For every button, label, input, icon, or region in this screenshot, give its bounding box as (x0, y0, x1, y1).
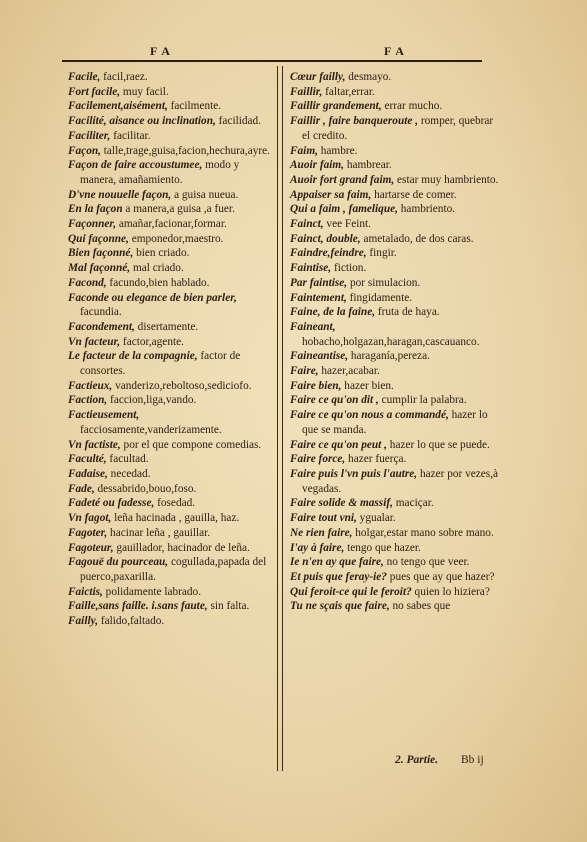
entry-headword: Faire force, (290, 453, 346, 466)
entry-definition: facciosamente,vanderizamente. (80, 423, 222, 436)
entry-headword: Facond, (68, 276, 107, 289)
column-divider (282, 66, 283, 771)
dictionary-entry (68, 379, 272, 394)
dictionary-entry (290, 393, 500, 408)
entry-headword: Auoir faim, (290, 159, 344, 172)
entry-definition: talle,trage,guisa,facion,hechura,ayre. (100, 144, 271, 157)
entry-definition: fosedad. (154, 497, 196, 510)
entry-definition: no tengo que veer. (383, 556, 470, 569)
running-head-left: F A (150, 44, 171, 58)
dictionary-entry (68, 202, 272, 217)
dictionary-entry (68, 511, 272, 526)
entry-definition: facultad. (106, 453, 149, 466)
entry-definition: fingidamente. (346, 291, 413, 304)
entry-definition: polidamente labrado. (102, 585, 202, 598)
dictionary-entry (290, 320, 500, 349)
entry-headword: Fadaise, (68, 467, 108, 480)
entry-definition: mal criado. (130, 262, 184, 275)
dictionary-entry (68, 335, 272, 350)
entry-headword: Fagouë du pourceau, (68, 556, 169, 569)
entry-definition: facundo,bien hablado. (106, 276, 210, 289)
dictionary-entry (290, 349, 500, 364)
dictionary-entry (68, 599, 272, 614)
entry-definition: facil,raez. (100, 71, 148, 83)
dictionary-entry (290, 585, 500, 600)
entry-definition: holgar,estar mano sobre mano. (352, 526, 494, 539)
entry-definition: hobacho,holgazan,haragan,cascauanco. (302, 335, 480, 348)
dictionary-entry (68, 393, 272, 408)
entry-headword: Faineant, (290, 320, 336, 333)
entry-definition: factor de consortes. (80, 350, 241, 378)
entry-headword: Le facteur de la compagnie, (68, 350, 198, 363)
dictionary-entry (68, 585, 272, 600)
entry-definition: hazer lo que se manda. (302, 409, 488, 436)
header-rule (62, 60, 482, 62)
entry-definition: fingir. (366, 247, 397, 260)
dictionary-entry (68, 188, 272, 203)
dictionary-entry (290, 511, 500, 526)
entry-headword: Faindre,feindre, (290, 247, 367, 260)
entry-headword: Faire solide & massif, (290, 497, 393, 510)
entry-headword: Fagoteur, (68, 541, 114, 554)
entry-definition: hacinar leña , gauillar. (107, 526, 211, 539)
entry-headword: Faciliter, (68, 129, 111, 142)
entry-headword: Bien façonné, (68, 247, 134, 260)
dictionary-entry (290, 173, 500, 188)
dictionary-entry (290, 70, 500, 85)
entry-headword: Faire ce qu'on peut , (290, 438, 387, 451)
dictionary-entry (290, 232, 500, 247)
entry-definition: quien lo hiziera? (411, 585, 490, 598)
entry-headword: Faconde ou elegance de bien parler, (68, 291, 237, 304)
dictionary-entry (68, 232, 272, 247)
dictionary-entry (68, 114, 272, 129)
entry-headword: D'vne nouuelle façon, (68, 188, 172, 201)
entry-headword: Qui a faim , famelique, (290, 203, 398, 216)
entry-headword: Faire ce qu'on nous a commandé, (290, 409, 449, 422)
entry-headword: Faille,sans faille. i.sans faute, (68, 600, 208, 613)
dictionary-entry (290, 408, 500, 437)
entry-headword: Faillir, (290, 85, 323, 98)
entry-headword: Faire puis l'vn puis l'autre, (290, 467, 418, 480)
entry-headword: Fade, (68, 482, 95, 495)
entry-headword: Faineantise, (290, 350, 349, 363)
entry-headword: Fadeté ou fadesse, (68, 497, 155, 510)
entry-definition: facilidad. (215, 115, 261, 128)
entry-headword: Facilité, aisance ou inclination, (68, 115, 216, 128)
entry-headword: En la façon (68, 203, 123, 216)
entry-definition: facilitar. (110, 129, 151, 142)
entry-definition: a guisa nueua. (171, 188, 239, 201)
entry-headword: Factieusement, (68, 409, 140, 422)
dictionary-entry (290, 246, 500, 261)
entry-definition: maciçar. (392, 497, 434, 510)
dictionary-entry (68, 496, 272, 511)
entry-definition: hazer,acabar. (318, 365, 380, 378)
entry-definition: ygualar. (356, 512, 396, 525)
entry-definition: emponedor,maestro. (128, 232, 224, 245)
entry-definition: sin falta. (207, 600, 250, 613)
entry-definition: modo y manera, amañamiento. (80, 159, 240, 186)
dictionary-entry (68, 452, 272, 467)
part-label: 2. Partie. (395, 754, 439, 766)
entry-headword: Ie n'en ay que faire, (290, 556, 384, 569)
entry-headword: Facilement,aisément, (68, 100, 168, 113)
dictionary-entry (290, 541, 500, 556)
entry-definition: dessabrido,bouo,foso. (94, 482, 197, 495)
dictionary-entry (290, 364, 500, 379)
entry-definition: bien criado. (133, 247, 190, 260)
dictionary-entry (290, 217, 500, 232)
entry-definition: hambriento. (397, 203, 456, 216)
dictionary-entry (290, 202, 500, 217)
entry-headword: Faire bien, (290, 379, 342, 392)
entry-headword: Appaiser sa faim, (290, 188, 372, 201)
entry-definition: falido,faltado. (98, 615, 165, 628)
entry-headword: Cœur failly, (290, 71, 346, 83)
dictionary-entry (290, 261, 500, 276)
page-footer (395, 754, 484, 766)
entry-headword: Vn facteur, (68, 335, 121, 348)
entry-headword: Par faintise, (290, 276, 348, 289)
entry-headword: Faction, (68, 394, 108, 407)
dictionary-entry (290, 555, 500, 570)
dictionary-entry (68, 246, 272, 261)
entry-headword: Faillir grandement, (290, 100, 382, 113)
entry-definition: hazer por vezes,à vegadas. (302, 467, 499, 495)
dictionary-entry (290, 99, 500, 114)
dictionary-entry (68, 85, 272, 100)
entry-definition: desmayo. (345, 71, 392, 83)
running-head-right: F A (384, 44, 405, 58)
dictionary-entry (68, 99, 272, 114)
entry-headword: I'ay à faire, (290, 541, 345, 554)
dictionary-entry (290, 188, 500, 203)
entry-headword: Faictis, (68, 585, 103, 598)
dictionary-entry (68, 144, 272, 159)
dictionary-entry (290, 467, 500, 496)
dictionary-entry (68, 320, 272, 335)
entry-definition: faccion,liga,vando. (107, 394, 197, 407)
dictionary-entry (290, 114, 500, 143)
entry-definition: hambre. (317, 144, 358, 157)
entry-definition: cumplir la palabra. (378, 394, 467, 407)
entry-headword: Fort facile, (68, 85, 121, 98)
entry-definition: tengo que hazer. (344, 541, 421, 554)
dictionary-entry (68, 129, 272, 144)
entry-headword: Facondement, (68, 320, 135, 333)
right-column (290, 70, 500, 614)
entry-definition: muy facil. (120, 85, 169, 98)
entry-headword: Vn fagot, (68, 512, 112, 525)
dictionary-entry (68, 217, 272, 232)
signature-mark: Bb ij (461, 754, 484, 766)
entry-headword: Fainct, double, (290, 232, 361, 245)
dictionary-entry (290, 291, 500, 306)
entry-headword: Faillir , faire banqueroute , (290, 115, 419, 128)
dictionary-entry (290, 379, 500, 394)
dictionary-entry (290, 438, 500, 453)
entry-headword: Qui façonne, (68, 232, 129, 245)
entry-definition: hazer lo que se puede. (386, 438, 490, 451)
entry-definition: amañar,facionar,formar. (116, 218, 227, 231)
entry-definition: vanderizo,reboltoso,sediciofo. (112, 379, 252, 392)
entry-definition: estar muy hambriento. (394, 173, 499, 186)
dictionary-entry (68, 70, 272, 85)
dictionary-entry (68, 526, 272, 541)
entry-headword: Faim, (290, 144, 318, 157)
entry-headword: Façon, (68, 144, 101, 157)
dictionary-entry (290, 158, 500, 173)
entry-headword: Vn factiste, (68, 438, 121, 451)
entry-definition: por el que compone comedias. (120, 438, 262, 451)
dictionary-entry (290, 599, 500, 614)
entry-definition: hambrear. (344, 159, 392, 172)
entry-headword: Factieux, (68, 379, 113, 392)
entry-headword: Faculté, (68, 453, 107, 466)
entry-definition: vee Feint. (323, 218, 371, 231)
dictionary-entry (68, 291, 272, 320)
entry-definition: haraganía,pereza. (348, 350, 430, 363)
dictionary-entry (68, 276, 272, 291)
dictionary-entry (290, 305, 500, 320)
entry-definition: fruta de haya. (375, 306, 440, 319)
dictionary-entry (68, 158, 272, 187)
entry-definition: fiction. (331, 262, 367, 275)
column-divider (277, 66, 278, 771)
dictionary-entry (68, 555, 272, 584)
entry-definition: facilmente. (167, 100, 222, 113)
entry-definition: no sabes que (389, 600, 451, 613)
entry-headword: Fagoter, (68, 526, 108, 539)
dictionary-entry (68, 349, 272, 378)
entry-headword: Ne rien faire, (290, 526, 353, 539)
dictionary-entry (290, 85, 500, 100)
entry-definition: cogullada,papada del puerco,paxarilla. (80, 556, 267, 583)
entry-definition: pues que ay que hazer? (386, 570, 495, 583)
left-column (68, 70, 272, 629)
entry-headword: Faine, de la faine, (290, 306, 376, 319)
entry-definition: faltar,errar. (322, 85, 375, 98)
entry-headword: Fainct, (290, 218, 324, 231)
entry-definition: a manera,a guisa ,a fuer. (122, 203, 235, 216)
entry-headword: Faintise, (290, 262, 332, 275)
entry-definition: hazer fuerça. (345, 453, 407, 466)
dictionary-entry (290, 496, 500, 511)
dictionary-entry (68, 467, 272, 482)
entry-headword: Faire ce qu'on dit , (290, 394, 379, 407)
entry-definition: por simulacion. (347, 276, 421, 289)
entry-definition: facundia. (80, 306, 122, 319)
entry-definition: ametalado, de dos caras. (360, 232, 474, 245)
entry-definition: disertamente. (134, 320, 199, 333)
entry-headword: Failly, (68, 615, 99, 628)
entry-definition: hartarse de comer. (371, 188, 457, 201)
dictionary-entry (290, 276, 500, 291)
entry-definition: romper, quebrar el credito. (302, 115, 494, 142)
entry-headword: Qui feroit-ce qui le feroit? (290, 585, 412, 598)
entry-headword: Façon de faire accoustumee, (68, 159, 203, 172)
dictionary-entry (68, 438, 272, 453)
entry-definition: factor,agente. (120, 335, 184, 348)
entry-definition: gauillador, hacinador de leña. (113, 541, 250, 554)
entry-definition: leña hacinada , gauilla, haz. (111, 512, 240, 525)
dictionary-entry (290, 526, 500, 541)
entry-definition: errar mucho. (381, 100, 443, 113)
dictionary-entry (68, 482, 272, 497)
entry-definition: hazer bien. (341, 379, 394, 392)
entry-headword: Auoir fort grand faim, (290, 173, 395, 186)
entry-headword: Facile, (68, 71, 101, 83)
entry-headword: Mal façonné, (68, 262, 131, 275)
dictionary-entry (290, 452, 500, 467)
dictionary-entry (68, 541, 272, 556)
dictionary-entry (68, 614, 272, 629)
dictionary-entry (290, 570, 500, 585)
dictionary-entry (290, 144, 500, 159)
entry-headword: Façonner, (68, 218, 117, 231)
entry-headword: Tu ne sçais que faire, (290, 600, 390, 613)
entry-headword: Faire tout vni, (290, 512, 357, 525)
entry-headword: Faintement, (290, 291, 347, 304)
dictionary-entry (68, 261, 272, 276)
dictionary-entry (68, 408, 272, 437)
entry-headword: Et puis que feray-ie? (290, 570, 387, 583)
entry-headword: Faire, (290, 365, 319, 378)
entry-definition: necedad. (107, 467, 151, 480)
